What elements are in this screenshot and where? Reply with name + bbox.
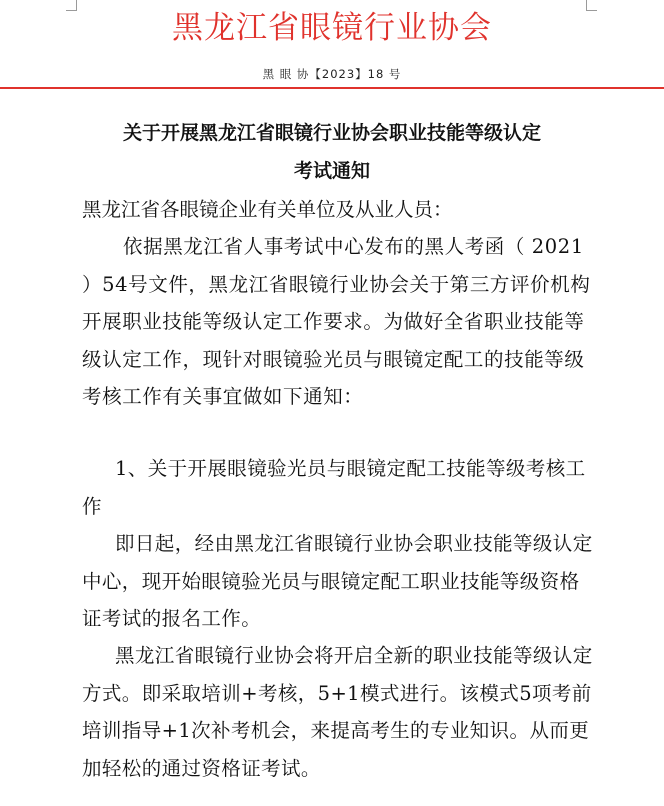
document-title-line1: 关于开展黑龙江省眼镜行业协会职业技能等级认定 xyxy=(122,122,541,144)
salutation: 黑龙江省各眼镜企业有关单位及从业人员： xyxy=(82,198,453,221)
organization-header: 黑龙江省眼镜行业协会 xyxy=(172,10,492,46)
header-divider xyxy=(0,87,664,89)
section-heading-1: 1、关于开展眼镜验光员与眼镜定配工技能等级考核工作 xyxy=(82,457,586,518)
paragraph-new-method: 黑龙江省眼镜行业协会将开启全新的职业技能等级认定方式。即采取培训+考核，5+1模式进行。该模式5项考前培训指导+1次补考机会，来提高考生的专业知识。从而更加轻松的通过资格证考试。 xyxy=(82,644,593,780)
document-number: 黑 眼 协【2023】18 号 xyxy=(262,67,402,81)
paragraph-basis: 依据黑龙江省人事考试中心发布的黑人考函（ 2021 ）54号文件，黑龙江省眼镜行业协会关于第三方评价机构开展职业技能等级认定工作要求。为做好全省职业技能等级认定工作，现针对眼镜验光员与眼镜定配工的技能等级考核工作有关事宜做如下通知： xyxy=(82,235,591,408)
document-title-line2: 考试通知 xyxy=(293,160,370,182)
paragraph-registration: 即日起，经由黑龙江省眼镜行业协会职业技能等级认定中心，现开始眼镜验光员与眼镜定配工职业技能等级资格证考试的报名工作。 xyxy=(82,532,593,630)
